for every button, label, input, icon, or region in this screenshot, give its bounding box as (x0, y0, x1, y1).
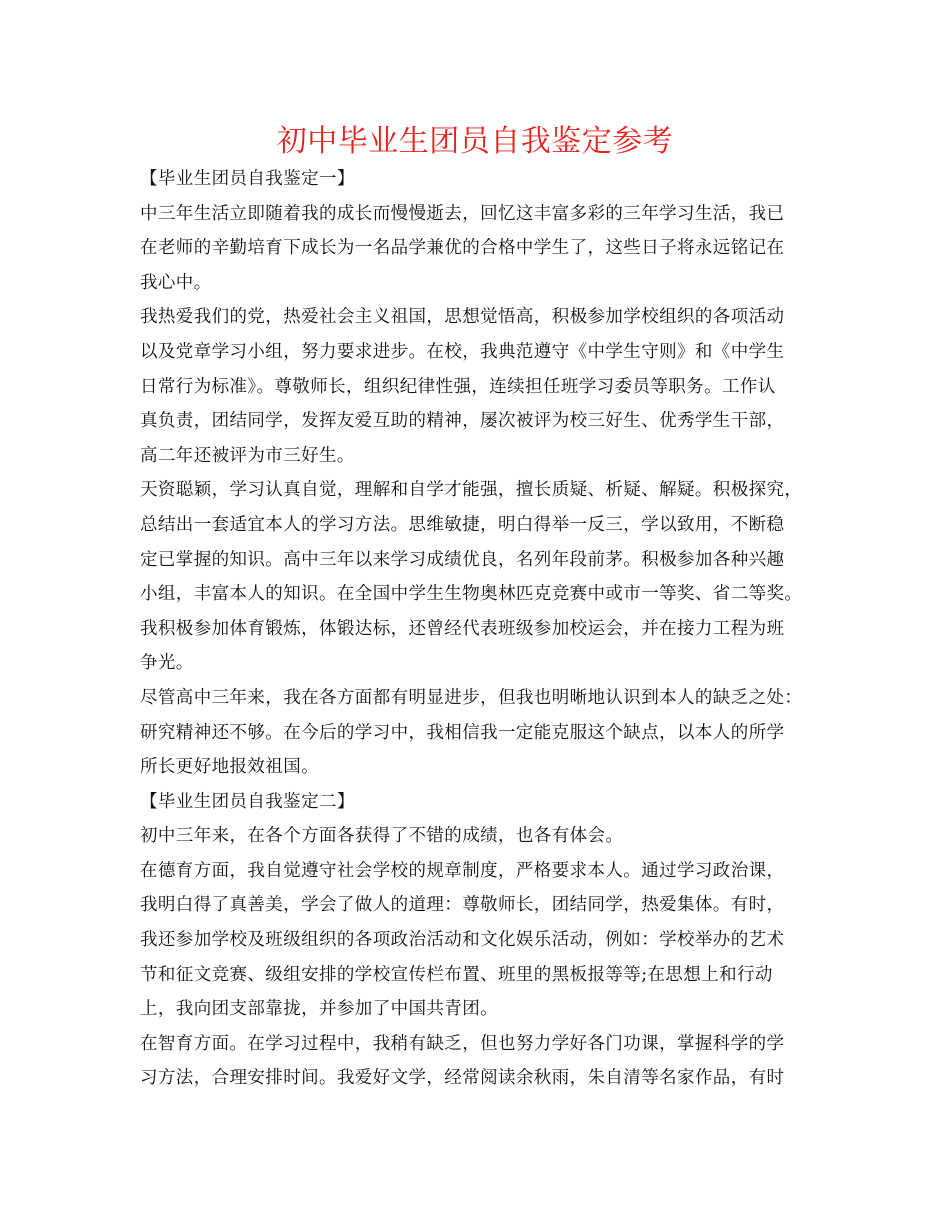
text-line: 高二年还被评为市三好生。 (140, 445, 355, 466)
text-line: 真负责，团结同学，发挥友爱互助的精神，屡次被评为校三好生、优秀学生干部， (140, 411, 785, 432)
text-line: 中三年生活立即随着我的成长而慢慢逝去，回忆这丰富多彩的三年学习生活，我已 (140, 203, 785, 224)
text-line: 尽管高中三年来，我在各方面都有明显进步，但我也明晰地认识到本人的缺乏之处： (140, 687, 803, 708)
text-line: 我还参加学校及班级组织的各项政治活动和文化娱乐活动，例如：学校举办的艺术 (140, 930, 785, 951)
text-line: 我积极参加体育锻炼，体锻达标，还曾经代表班级参加校运会，并在接力工程为班 (140, 618, 785, 639)
text-line: 上，我向团支部靠拢，并参加了中国共青团。 (140, 999, 498, 1020)
text-line: 研究精神还不够。在今后的学习中，我相信我一定能克服这个缺点，以本人的所学 (140, 722, 785, 743)
text-line: 所长更好地报效祖国。 (140, 757, 319, 778)
text-line: 争光。 (140, 653, 194, 674)
text-line: 在德育方面，我自觉遵守社会学校的规章制度，严格要求本人。通过学习政治课， (140, 860, 785, 881)
text-line: 定已掌握的知识。高中三年以来学习成绩优良，名列年段前茅。积极参加各种兴趣 (140, 549, 785, 570)
section-heading-1: 【毕业生团员自我鉴定一】 (140, 169, 355, 189)
document-title: 初中毕业生团员自我鉴定参考 (276, 124, 674, 159)
text-line: 在智育方面。在学习过程中，我稍有缺乏，但也努力学好各门功课，掌握科学的学 (140, 1033, 785, 1054)
text-line: 初中三年来，在各个方面各获得了不错的成绩，也各有体会。 (140, 826, 624, 847)
text-line: 日常行为标准》。尊敬师长，组织纪律性强，连续担任班学习委员等职务。工作认 (140, 376, 776, 397)
text-line: 小组，丰富本人的知识。在全国中学生生物奥林匹克竞赛中或市一等奖、省二等奖。 (140, 584, 803, 605)
text-line: 在老师的辛勤培育下成长为一名品学兼优的合格中学生了，这些日子将永远铭记在 (140, 238, 785, 259)
document-body (140, 162, 820, 1096)
text-line: 我心中。 (140, 272, 212, 293)
text-line: 以及党章学习小组，努力要求进步。在校，我典范遵守《中学生守则》和《中学生 (140, 341, 785, 362)
text-line: 我热爱我们的党，热爱社会主义祖国，思想觉悟高，积极参加学校组织的各项活动 (140, 307, 785, 328)
text-line: 总结出一套适宜本人的学习方法。思维敏捷，明白得举一反三，学以致用，不断稳 (140, 514, 785, 535)
text-line: 习方法，合理安排时间。我爱好文学，经常阅读余秋雨，朱自清等名家作品，有时 (140, 1068, 785, 1089)
text-line: 我明白得了真善美，学会了做人的道理：尊敬师长，团结同学，热爱集体。有时， (140, 895, 785, 916)
text-line: 天资聪颖，学习认真自觉，理解和自学才能强，擅长质疑、析疑、解疑。积极探究， (140, 480, 803, 501)
text-line: 节和征文竞赛、级组安排的学校宣传栏布置、班里的黑板报等等;在思想上和行动 (140, 964, 773, 985)
section-heading-2: 【毕业生团员自我鉴定二】 (140, 791, 355, 812)
